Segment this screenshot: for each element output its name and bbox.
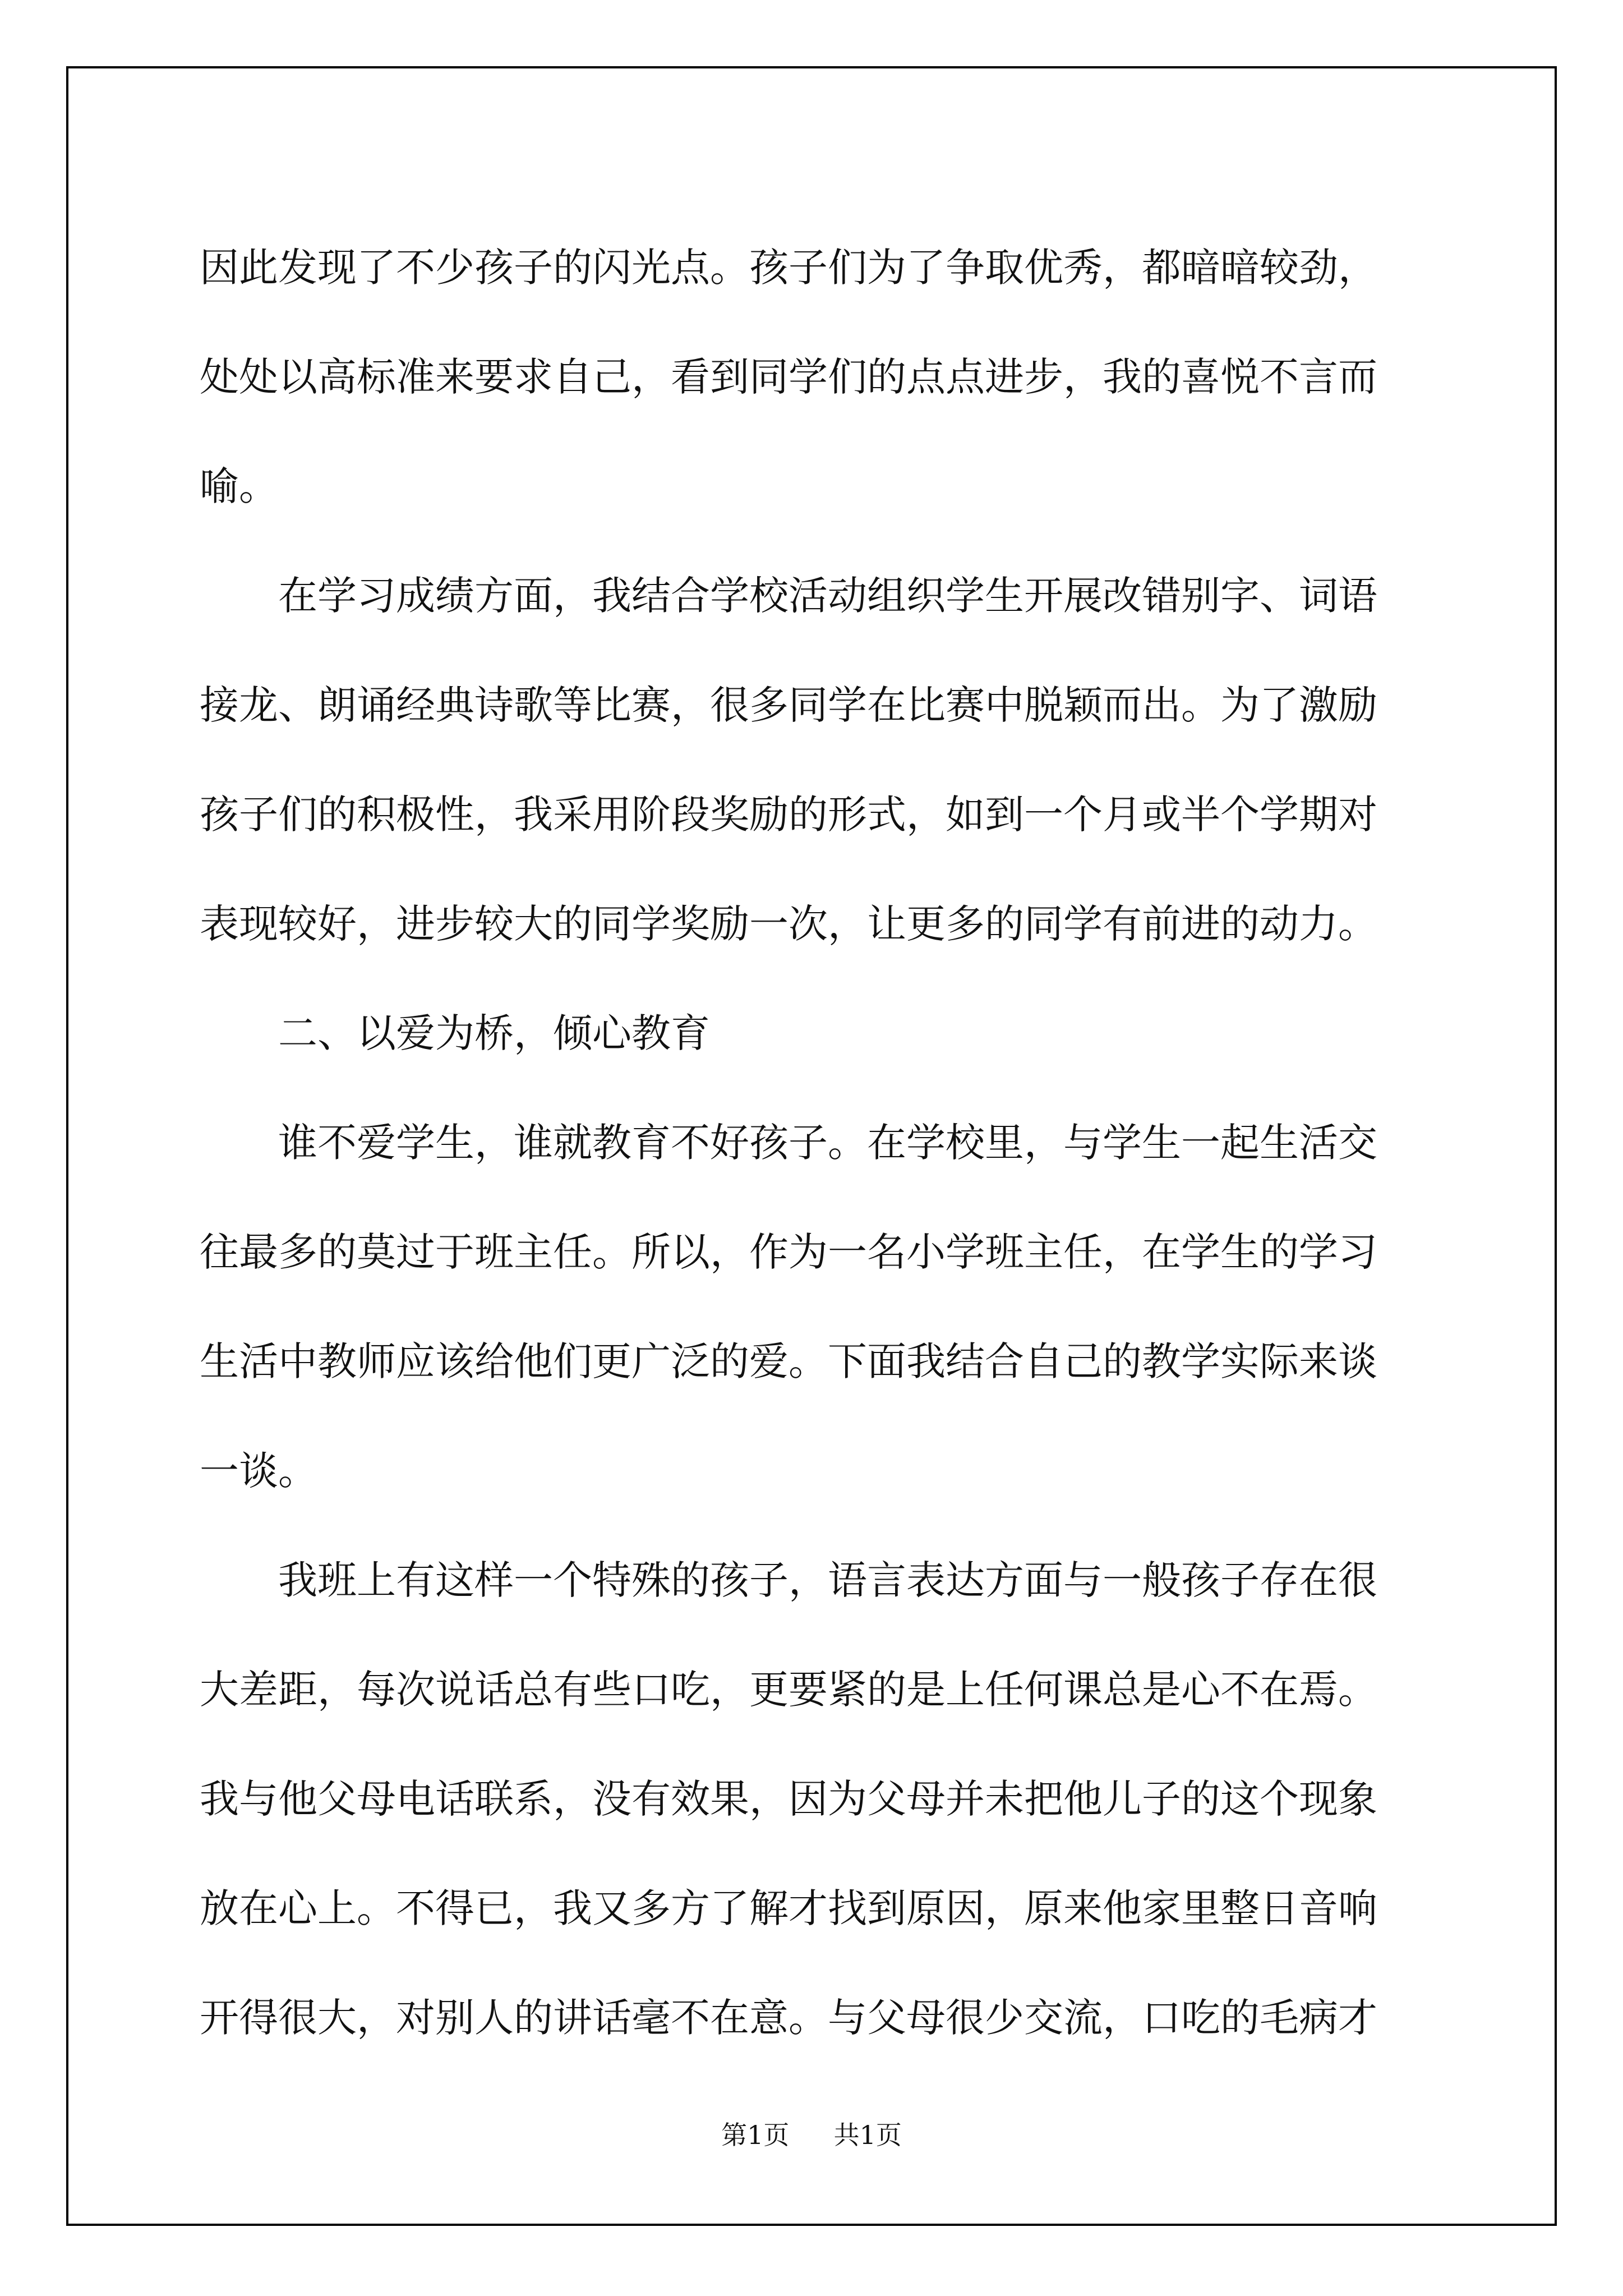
text-line: 接龙、朗诵经典诗歌等比赛，很多同学在比赛中脱颖而出。为了激励: [200, 682, 1377, 728]
page-footer: [0, 2115, 1623, 2152]
text-line: 一谈。: [200, 1448, 317, 1494]
text-line: 谁不爱学生，谁就教育不好孩子。在学校里，与学生一起生活交: [278, 1120, 1377, 1166]
text-line: 我与他父母电话联系，没有效果，因为父母并未把他儿子的这个现象: [200, 1776, 1377, 1822]
text-line: 大差距，每次说话总有些口吃，更要紧的是上任何课总是心不在焉。: [200, 1667, 1377, 1713]
text-line: 我班上有这样一个特殊的孩子，语言表达方面与一般孩子存在很: [278, 1557, 1377, 1603]
text-line: 喻。: [200, 463, 278, 509]
text-line: 处处以高标准来要求自己，看到同学们的点点进步，我的喜悦不言而: [200, 354, 1377, 400]
text-line: 表现较好，进步较大的同学奖励一次，让更多的同学有前进的动力。: [200, 901, 1377, 947]
page-total: 共1页: [833, 2120, 902, 2150]
text-line: 往最多的莫过于班主任。所以，作为一名小学班主任，在学生的学习: [200, 1229, 1377, 1275]
text-line: 开得很大，对别人的讲话毫不在意。与父母很少交流，口吃的毛病才: [200, 1995, 1377, 2041]
section-heading: 二、以爱为桥，倾心教育: [278, 1010, 710, 1056]
page-number: 第1页: [721, 2120, 790, 2150]
text-line: 在学习成绩方面，我结合学校活动组织学生开展改错别字、词语: [278, 573, 1377, 619]
text-line: 孩子们的积极性，我采用阶段奖励的形式，如到一个月或半个学期对: [200, 792, 1377, 838]
text-line: 因此发现了不少孩子的闪光点。孩子们为了争取优秀，都暗暗较劲，: [200, 245, 1377, 291]
text-line: 生活中教师应该给他们更广泛的爱。下面我结合自己的教学实际来谈: [200, 1338, 1377, 1384]
document-body: [200, 213, 1433, 2073]
text-line: 放在心上。不得已，我又多方了解才找到原因，原来他家里整日音响: [200, 1885, 1377, 1931]
